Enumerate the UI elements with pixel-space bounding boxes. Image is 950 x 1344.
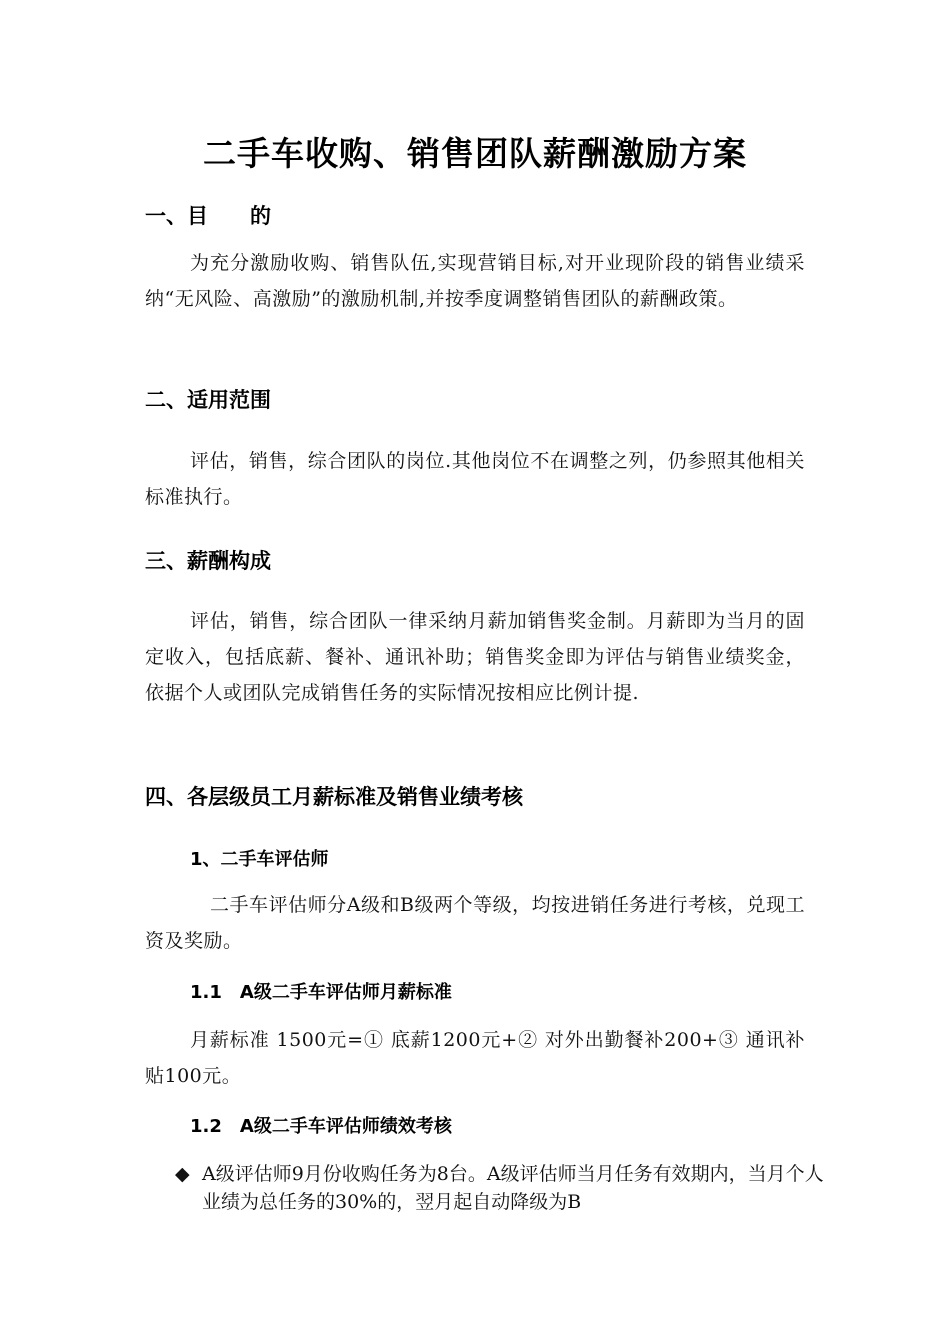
section-heading-salary-structure: 三、薪酬构成 <box>145 549 271 573</box>
bullet-text: A级评估师9月份收购任务为8台。A级评估师当月任务有效期内，当月个人业绩为总任务的30%的，翌月起自动降级为B <box>202 1163 824 1213</box>
section-heading-scope: 二、适用范围 <box>145 388 271 412</box>
subsection-heading-appraiser: 1、二手车评估师 <box>190 849 329 870</box>
subsection-heading-a-salary: 1.1 A级二手车评估师月薪标准 <box>190 982 452 1003</box>
bullet-item <box>175 1160 837 1216</box>
section-text-purpose: 为充分激励收购、销售队伍,实现营销目标,对开业现阶段的销售业绩采纳“无风险、高激励”的激励机制,并按季度调整销售团队的薪酬政策。 <box>145 252 805 310</box>
subsection-text-appraiser: 二手车评估师分A级和B级两个等级，均按进销任务进行考核，兑现工资及奖励。 <box>145 894 805 952</box>
diamond-bullet-icon: ◆ <box>175 1163 190 1185</box>
subsection-text-a-salary: 月薪标准 1500元=① 底薪1200元+② 对外出勤餐补200+③ 通讯补贴100元。 <box>145 1029 805 1087</box>
section-text-scope: 评估，销售，综合团队的岗位.其他岗位不在调整之列，仍参照其他相关标准执行。 <box>145 450 805 508</box>
section-text-salary-structure: 评估，销售，综合团队一律采纳月薪加销售奖金制。月薪即为当月的固定收入，包括底薪、餐补、通讯补助；销售奖金即为评估与销售业绩奖金，依据个人或团队完成销售任务的实际情况按相应比例计提. <box>145 610 805 704</box>
document-title: 二手车收购、销售团队薪酬激励方案 <box>203 134 747 173</box>
subsection-heading-a-performance: 1.2 A级二手车评估师绩效考核 <box>190 1116 452 1137</box>
section-heading-purpose: 一、目 的 <box>145 204 271 228</box>
section-heading-salary-standards: 四、各层级员工月薪标准及销售业绩考核 <box>145 785 523 809</box>
